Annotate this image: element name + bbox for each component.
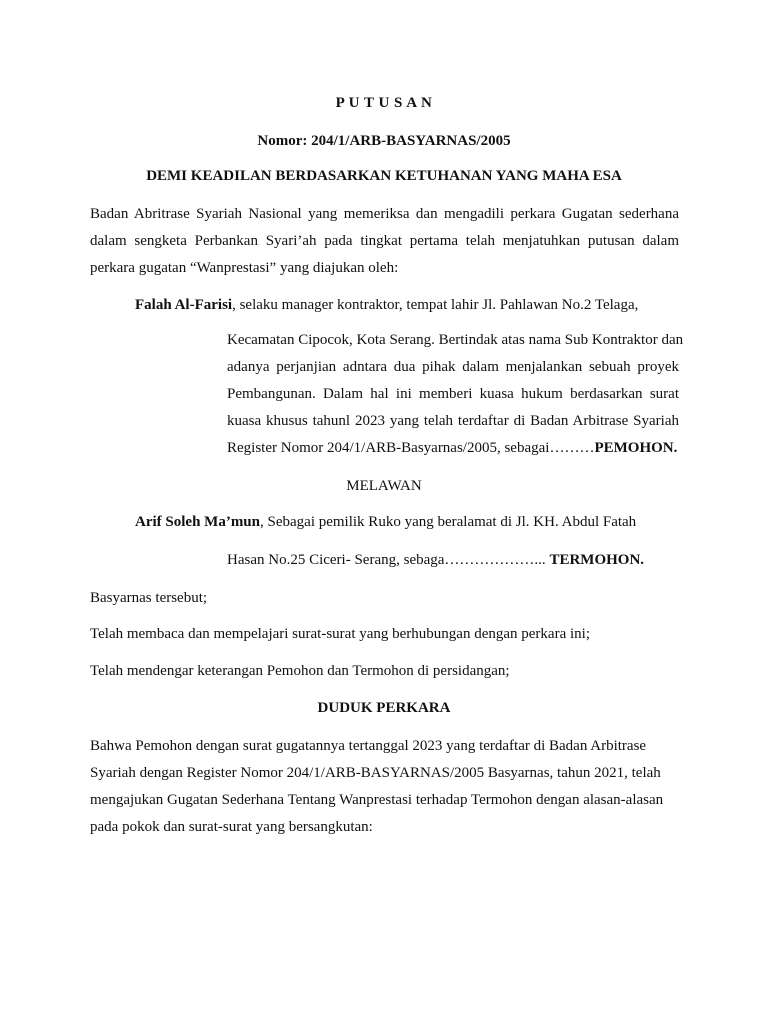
intro-line-3: perkara gugatan “Wanprestasi” yang diajukan oleh: — [90, 260, 399, 276]
termohon-line-2-text: Hasan No.25 Ciceri- Serang, sebaga………………... — [227, 552, 550, 568]
statement-membaca: Telah membaca dan mempelajari surat-surat yang berhubungan dengan perkara ini; — [90, 626, 590, 642]
intro-line-1: Badan Abritrase Syariah Nasional yang memeriksa dan mengadili perkara Gugatan sederhana — [90, 206, 679, 222]
pemohon-line-5: kuasa khusus tahunl 2023 yang telah terdaftar di Badan Arbitrase Syariah — [227, 413, 679, 429]
pemohon-role: PEMOHON. — [594, 440, 678, 456]
statement-basyarnas: Basyarnas tersebut; — [90, 590, 208, 606]
document-number: Nomor: 204/1/ARB-BASYARNAS/2005 — [257, 133, 511, 149]
duduk-line-4: pada pokok dan surat-surat yang bersangkutan: — [90, 819, 373, 835]
pemohon-line-6 — [227, 439, 677, 457]
melawan-label: MELAWAN — [346, 478, 422, 494]
pemohon-line-6-text: Register Nomor 204/1/ARB-Basyarnas/2005, sebagai……… — [227, 440, 595, 456]
statement-mendengar: Telah mendengar keterangan Pemohon dan Termohon di persidangan; — [90, 663, 510, 679]
termohon-line-1 — [135, 513, 636, 531]
duduk-line-2: Syariah dengan Register Nomor 204/1/ARB-BASYARNAS/2005 Basyarnas, tahun 2021, telah — [90, 765, 661, 781]
termohon-name: Arif Soleh Ma’mun — [135, 514, 260, 530]
pemohon-line-4: Pembangunan. Dalam hal ini memberi kuasa hukum berdasarkan surat — [227, 386, 679, 402]
duduk-line-3: mengajukan Gugatan Sederhana Tentang Wanprestasi terhadap Termohon dengan alasan-alasan — [90, 792, 664, 808]
termohon-line-2 — [227, 551, 644, 569]
duduk-perkara-heading: DUDUK PERKARA — [317, 700, 451, 716]
pemohon-line-1-text: , selaku manager kontraktor, tempat lahir Jl. Pahlawan No.2 Telaga, — [232, 297, 639, 313]
termohon-line-1-text: , Sebagai pemilik Ruko yang beralamat di Jl. KH. Abdul Fatah — [260, 514, 637, 530]
pemohon-line-2: Kecamatan Cipocok, Kota Serang. Bertindak atas nama Sub Kontraktor dan — [227, 332, 684, 348]
document-title: P U T U S A N — [335, 95, 433, 111]
duduk-line-1: Bahwa Pemohon dengan surat gugatannya tertanggal 2023 yang terdaftar di Badan Arbitrase — [90, 738, 647, 754]
termohon-role: TERMOHON. — [549, 552, 645, 568]
demi-keadilan-heading: DEMI KEADILAN BERDASARKAN KETUHANAN YANG MAHA ESA — [146, 168, 622, 184]
pemohon-line-3: adanya perjanjian adntara dua pihak dalam menjalankan sebuah proyek — [227, 359, 679, 375]
pemohon-name: Falah Al-Farisi — [135, 297, 233, 313]
pemohon-line-1 — [135, 296, 638, 314]
intro-line-2: dalam sengketa Perbankan Syari’ah pada tingkat pertama telah menjatuhkan putusan dalam — [90, 233, 679, 249]
